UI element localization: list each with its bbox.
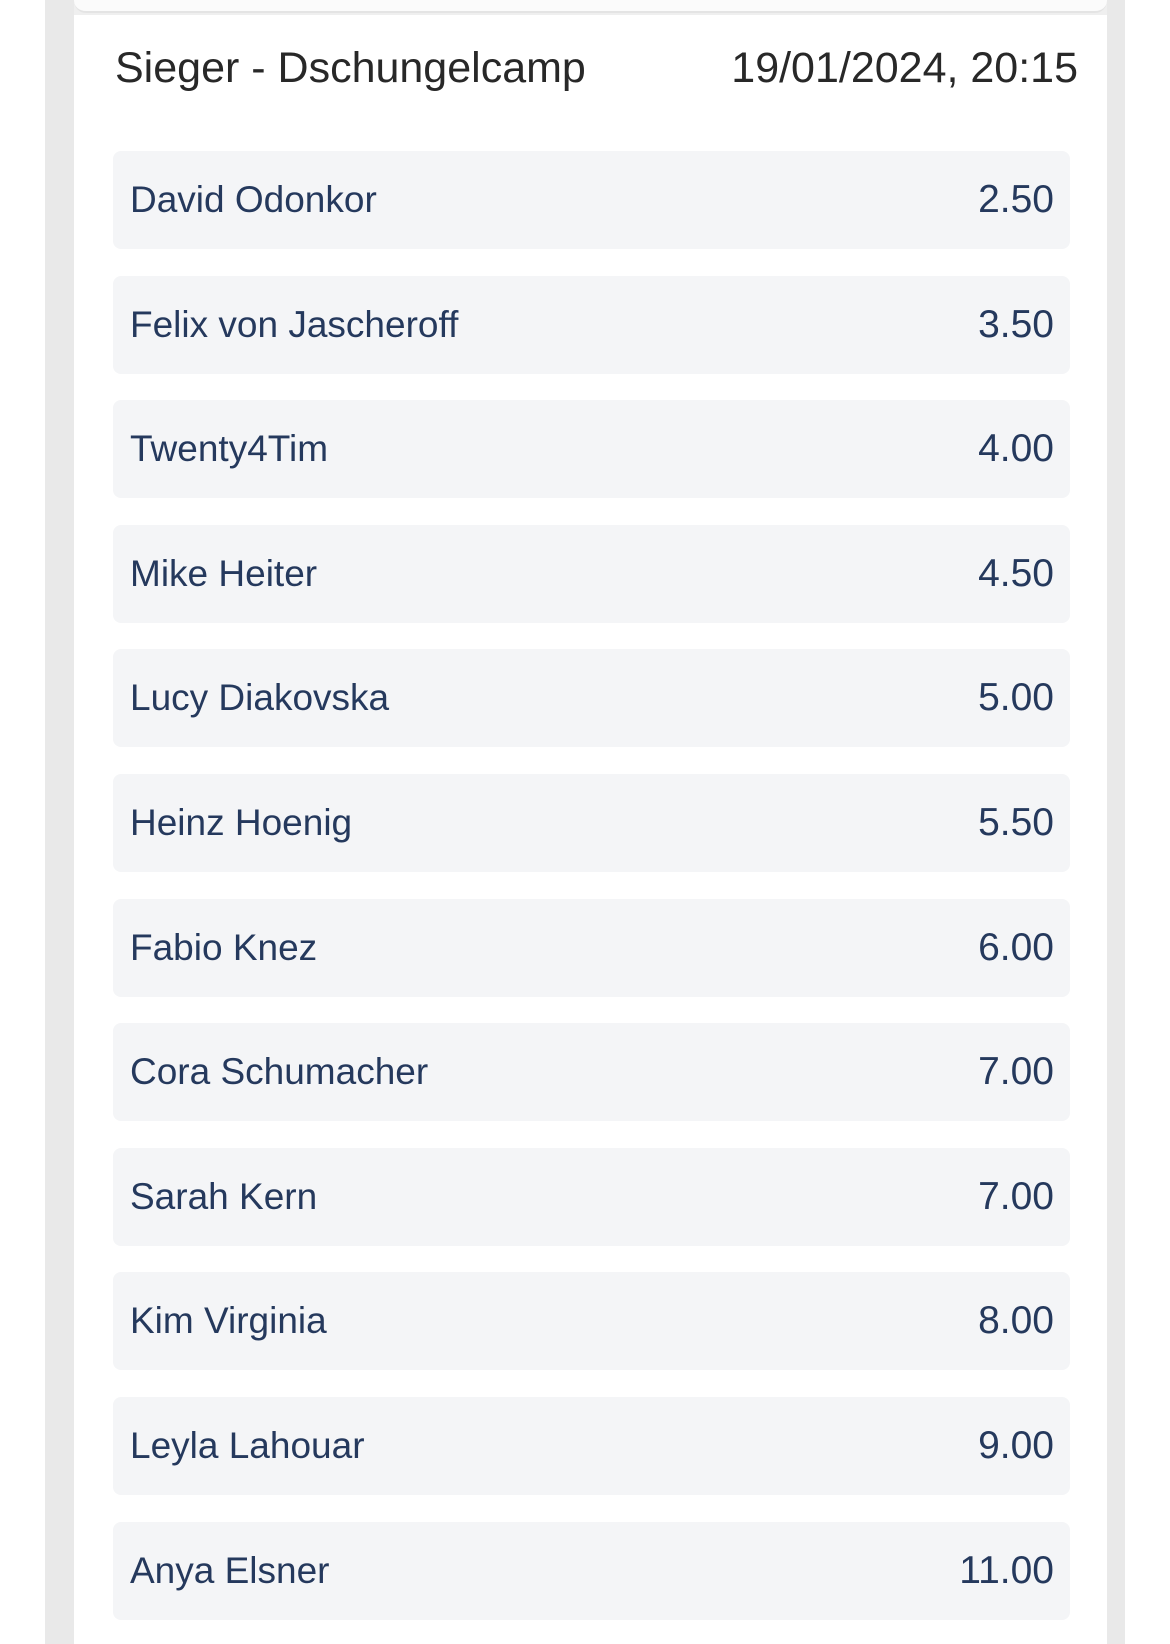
selection-row[interactable]: [113, 1148, 1070, 1246]
market-datetime: 19/01/2024, 20:15: [731, 44, 1078, 92]
selection-name: Fabio Knez: [130, 926, 318, 968]
selection-odds[interactable]: 7.00: [978, 1174, 1054, 1218]
selection-row[interactable]: [113, 774, 1070, 872]
selection-odds[interactable]: 4.50: [978, 551, 1054, 595]
selection-odds[interactable]: 7.00: [978, 1050, 1054, 1094]
selection-name: Kim Virginia: [130, 1300, 327, 1342]
selection-odds[interactable]: 5.50: [978, 801, 1054, 844]
selection-name: Heinz Hoenig: [130, 802, 353, 843]
selection-row[interactable]: [113, 1272, 1070, 1370]
selection-row[interactable]: [113, 1023, 1070, 1121]
selection-odds[interactable]: 4.00: [978, 427, 1054, 471]
selection-row[interactable]: [113, 525, 1070, 623]
selection-row[interactable]: [113, 649, 1070, 747]
selection-name: Mike Heiter: [130, 552, 318, 594]
selection-odds[interactable]: 8.00: [978, 1299, 1054, 1343]
market-title: Sieger - Dschungelcamp: [115, 44, 586, 92]
selection-name: David Odonkor: [130, 179, 377, 220]
selection-row[interactable]: [113, 1397, 1070, 1495]
selection-name: Felix von Jascheroff: [130, 303, 459, 345]
selection-name: Sarah Kern: [130, 1175, 318, 1217]
selection-odds[interactable]: 3.50: [978, 302, 1054, 346]
selection-row[interactable]: [113, 899, 1070, 997]
selection-row[interactable]: [113, 1522, 1070, 1620]
selection-name: Lucy Diakovska: [130, 677, 390, 719]
selection-name: Twenty4Tim: [130, 428, 329, 470]
selection-odds[interactable]: 9.00: [978, 1424, 1054, 1467]
selection-row[interactable]: [113, 400, 1070, 498]
selection-name: Cora Schumacher: [130, 1051, 429, 1093]
selection-name: Leyla Lahouar: [130, 1425, 365, 1466]
selection-row[interactable]: [113, 276, 1070, 374]
selection-odds[interactable]: 2.50: [978, 178, 1054, 221]
selection-odds[interactable]: 5.00: [978, 676, 1054, 720]
selection-odds[interactable]: 6.00: [978, 925, 1054, 969]
selection-row[interactable]: [113, 151, 1070, 249]
selection-odds[interactable]: 11.00: [959, 1548, 1054, 1592]
selection-name: Anya Elsner: [130, 1549, 330, 1591]
